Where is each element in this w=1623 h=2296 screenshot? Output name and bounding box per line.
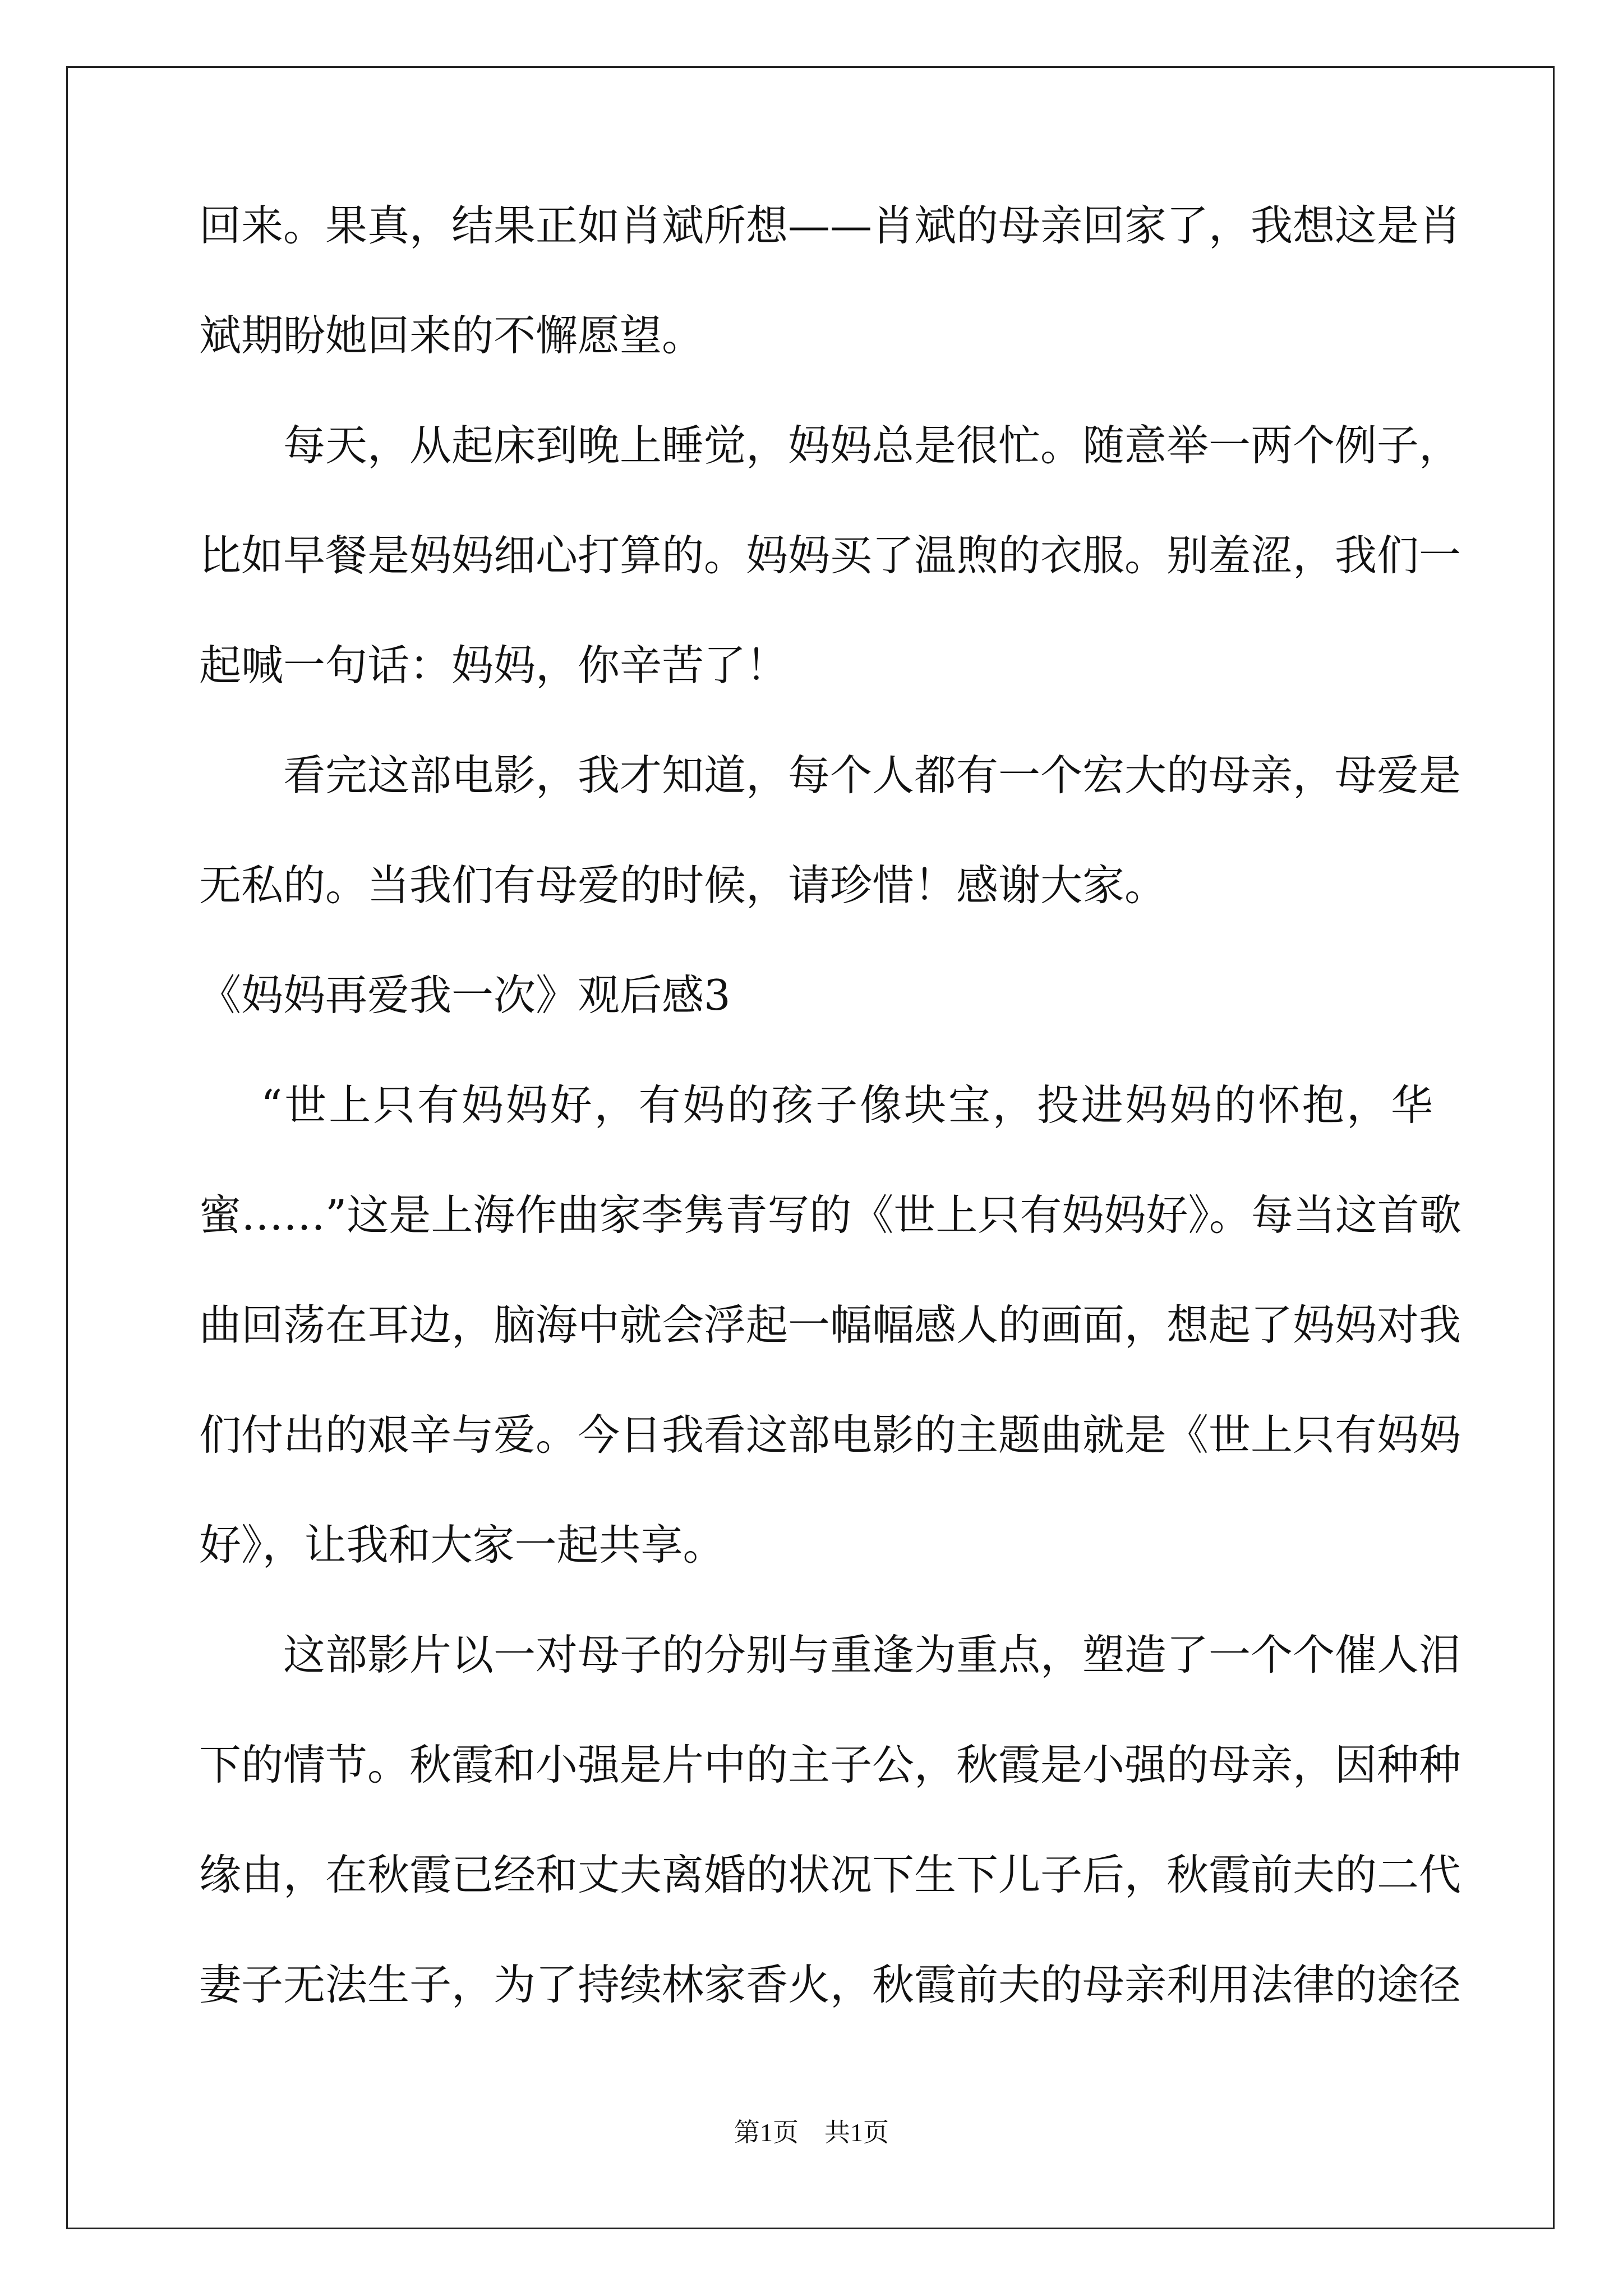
page-footer: 第1页 共1页 (734, 2118, 889, 2147)
text-line: 蜜……”这是上海作曲家李隽青写的《世上只有妈妈好》。每当这首歌 (199, 1190, 1461, 1240)
text-line: 下的情节。秋霞和小强是片中的主子公，秋霞是小强的母亲，因种种 (199, 1740, 1461, 1789)
paragraph-1 (199, 201, 1461, 360)
text-line: 比如早餐是妈妈细心打算的。妈妈买了温煦的衣服。别羞涩，我们一 (199, 531, 1461, 580)
paragraph-2 (199, 421, 1461, 690)
text-line: 回来。果真，结果正如肖斌所想——肖斌的母亲回家了，我想这是肖 (199, 201, 1461, 250)
section-title (199, 970, 1433, 1020)
text-line: 妻子无法生子，为了持续林家香火，秋霞前夫的母亲利用法律的途径 (199, 1960, 1461, 2009)
paragraph-3 (199, 751, 1461, 910)
text-line: 曲回荡在耳边，脑海中就会浮起一幅幅感人的画面，想起了妈妈对我 (199, 1300, 1461, 1350)
text-line: 好》，让我和大家一起共享。 (199, 1520, 725, 1570)
text-line: 每天，从起床到晚上睡觉，妈妈总是很忙。随意举一两个例子， (283, 421, 1461, 470)
paragraph-5 (199, 1630, 1461, 2009)
section-title-text: 《妈妈再爱我一次》观后感3 (199, 970, 731, 1020)
paragraph-4 (199, 1080, 1461, 1570)
text-line: 看完这部电影，我才知道，每个人都有一个宏大的母亲，母爱是 (283, 751, 1461, 800)
document-body (199, 201, 1461, 2074)
text-line: 斌期盼她回来的不懈愿望。 (199, 311, 704, 360)
text-line: “世上只有妈妈好，有妈的孩子像块宝，投进妈妈的怀抱，华 (261, 1080, 1433, 1130)
text-line: 无私的。当我们有母爱的时候，请珍惜！感谢大家。 (199, 861, 1167, 910)
text-line: 起喊一句话：妈妈，你辛苦了！ (199, 641, 789, 690)
text-line: 们付出的艰辛与爱。今日我看这部电影的主题曲就是《世上只有妈妈 (199, 1410, 1461, 1460)
text-line: 缘由，在秋霞已经和丈夫离婚的状况下生下儿子后，秋霞前夫的二代 (199, 1850, 1461, 1899)
text-line: 这部影片以一对母子的分别与重逢为重点，塑造了一个个催人泪 (283, 1630, 1461, 1680)
